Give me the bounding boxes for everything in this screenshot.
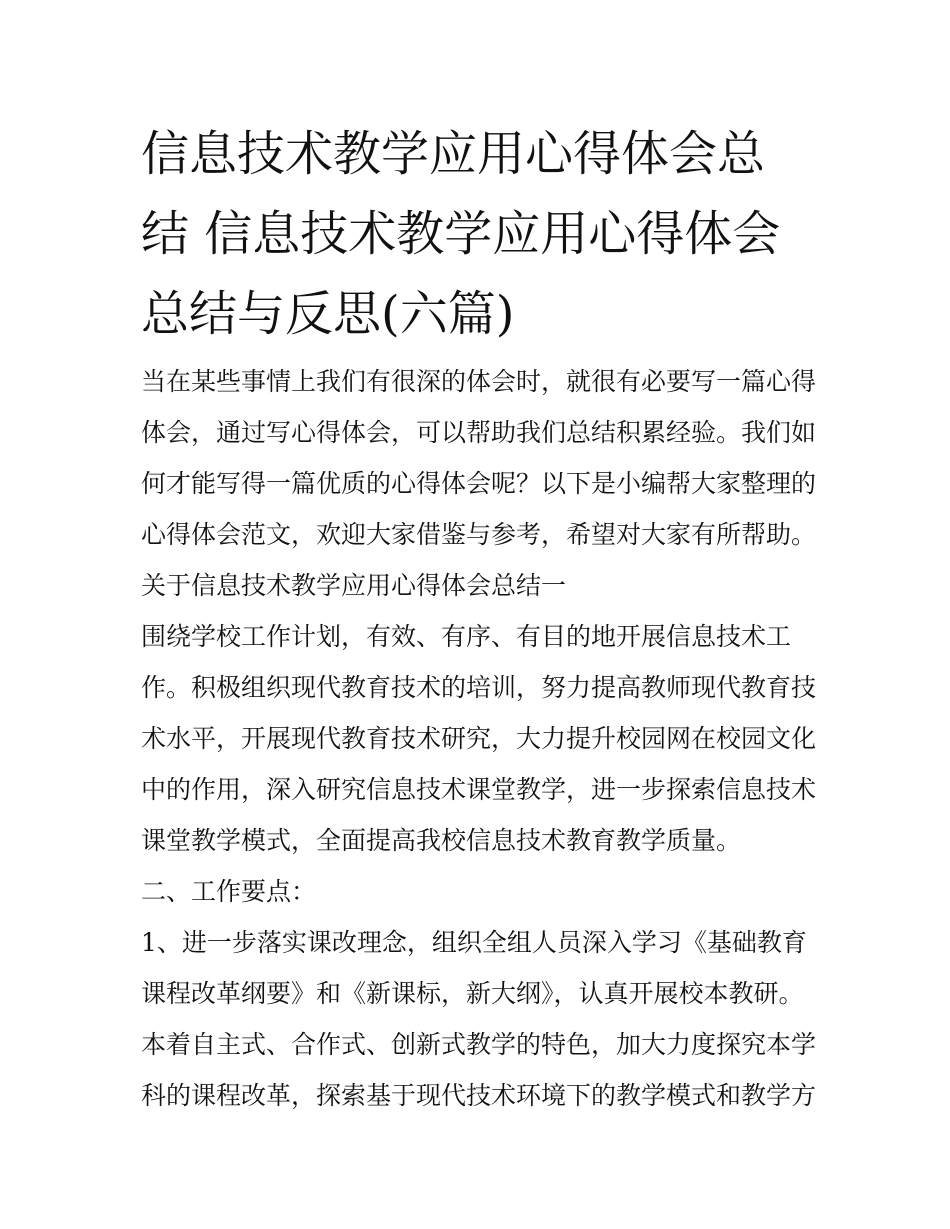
text-line: 1、进一步落实课改理念，组织全组人员深入学习《基础教育 (141, 928, 807, 957)
title-line: 信息技术教学应用心得体会总 (141, 126, 766, 182)
text-line: 体会，通过写心得体会，可以帮助我们总结积累经验。我们如 (141, 418, 817, 447)
text-line: 术水平，开展现代教育技术研究，大力提升校园网在校园文化 (141, 724, 817, 753)
document-body (141, 356, 815, 1121)
text-line: 心得体会范文，欢迎大家借鉴与参考，希望对大家有所帮助。 (141, 520, 817, 549)
title-line: 结 信息技术教学应用心得体会 (141, 206, 781, 262)
title-line: 总结与反思(六篇) (141, 286, 515, 342)
text-line: 本着自主式、合作式、创新式教学的特色，加大力度探究本学 (141, 1030, 817, 1059)
document-title (141, 114, 811, 354)
text-line: 作。积极组织现代教育技术的培训，努力提高教师现代教育技 (141, 673, 817, 702)
text-line: 中的作用，深入研究信息技术课堂教学，进一步探索信息技术 (141, 775, 817, 804)
text-line: 当在某些事情上我们有很深的体会时，就很有必要写一篇心得 (141, 367, 817, 396)
section-heading: 关于信息技术教学应用心得体会总结一 (141, 571, 567, 600)
intro-paragraph (141, 356, 815, 560)
work-points-paragraph (141, 917, 815, 1121)
text-line: 科的课程改革，探索基于现代技术环境下的教学模式和教学方 (141, 1081, 817, 1110)
work-plan-paragraph (141, 611, 815, 866)
text-line: 课程改革纲要》和《新课标，新大纲》，认真开展校本教研。 (141, 979, 804, 1008)
text-line: 何才能写得一篇优质的心得体会呢？以下是小编帮大家整理的 (141, 469, 817, 498)
text-line: 围绕学校工作计划，有效、有序、有目的地开展信息技术工 (141, 622, 792, 651)
text-line: 课堂教学模式，全面提高我校信息技术教育教学质量。 (141, 826, 742, 855)
subheading: 二、工作要点： (141, 877, 317, 906)
